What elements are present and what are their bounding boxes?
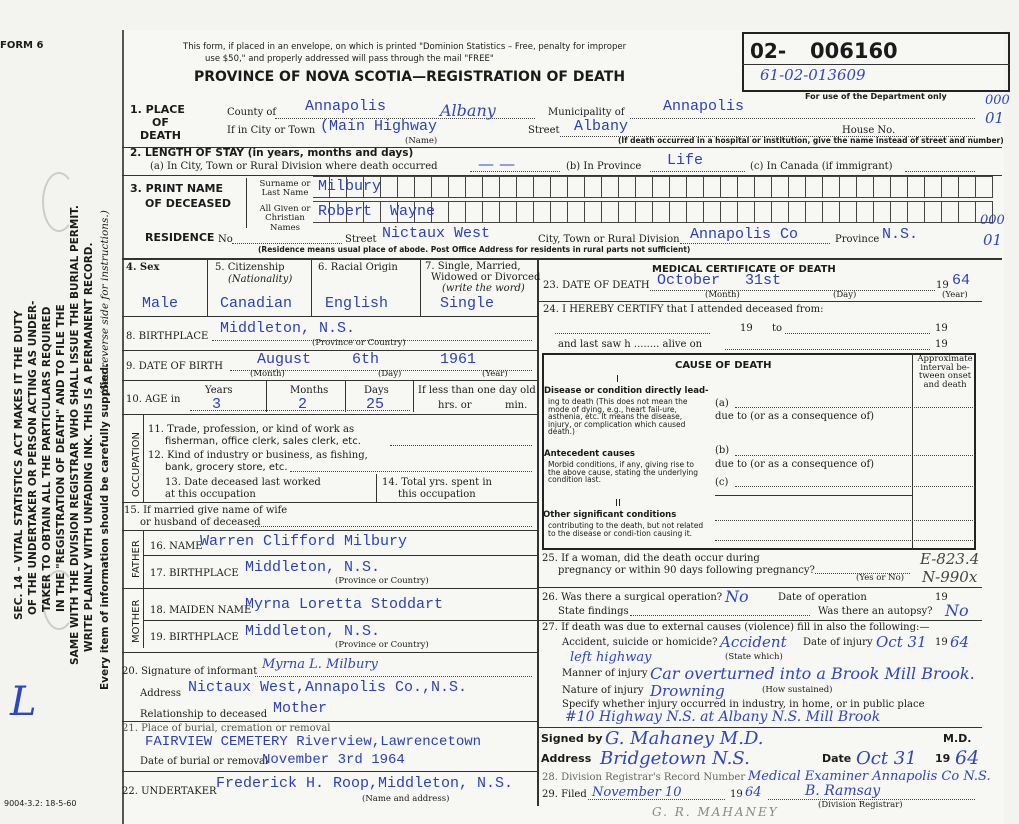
father-name: Warren Clifford Milbury (200, 533, 408, 550)
filed-year: 64 (745, 785, 762, 800)
informant-address: Nictaux West,Annapolis Co.,N.S. (188, 679, 468, 696)
mahaney-stamp: G. R. MAHANEY (652, 805, 779, 819)
nature-value: Drowning (650, 682, 725, 700)
margin-mark: L (10, 679, 37, 725)
certificate-date: Oct 31 (856, 748, 917, 769)
street-value: Albany (574, 118, 629, 135)
age-years: 3 (212, 396, 222, 413)
injury-date: Oct 31 (876, 633, 927, 651)
injury-year: 64 (950, 633, 970, 651)
physician-signature: G. Mahaney M.D. (605, 728, 764, 749)
father-birthplace: Middleton, N.S. (245, 559, 381, 576)
mail-notice: This form, if placed in an envelope, on which is printed "Dominion Statistics – Free, penalty for improper (183, 42, 627, 52)
handwritten-place: Albany (440, 101, 496, 120)
dob-month: August (257, 351, 312, 368)
dept-number: 61-02-013609 (760, 66, 866, 84)
operation-value: No (725, 587, 749, 606)
physician-address: Bridgetown N.S. (600, 748, 750, 769)
form-code: 9004-3.2: 18-5-60 (4, 799, 77, 808)
sex-value: Male (142, 295, 179, 312)
province-stay-value: Life (667, 152, 704, 169)
manner-value: Car overturned into a Brook Mill Brook. (650, 664, 975, 683)
marital-value: Single (440, 295, 495, 312)
relationship-value: Mother (273, 700, 328, 717)
city-value: (Main Highway (320, 118, 438, 135)
filed-date: November 10 (592, 785, 682, 800)
accident-value: Accident (720, 633, 787, 651)
form-title: PROVINCE OF NOVA SCOTIA—REGISTRATION OF DEATH (194, 69, 626, 85)
given-names-value: Robert Wayne (318, 203, 436, 220)
death-month: October (657, 272, 721, 289)
undertaker-value: Frederick H. Roop,Middleton, N.S. (216, 775, 514, 792)
form-label: FORM 6 (0, 40, 44, 51)
dept-note: For use of the Department only (805, 92, 947, 101)
reg-prefix: 02- (750, 39, 787, 63)
mother-birthplace: Middleton, N.S. (245, 623, 381, 640)
dob-year: 1961 (440, 351, 477, 368)
residence-province: N.S. (882, 226, 919, 243)
age-months: 2 (298, 396, 308, 413)
racial-origin-value: English (325, 295, 389, 312)
age-days: 25 (366, 396, 385, 413)
dob-day: 6th (352, 351, 380, 368)
birthplace-value: Middleton, N.S. (220, 320, 356, 337)
registrar-signature: B. Ramsay (805, 783, 881, 799)
surname-grid (313, 176, 993, 198)
medical-title: MEDICAL CERTIFICATE OF DEATH (652, 264, 836, 275)
medical-examiner-note: Medical Examiner Annapolis Co N.S. (748, 769, 991, 784)
autopsy-value: No (945, 601, 969, 620)
certificate-year: 64 (955, 747, 980, 769)
code-n: N-990x (922, 568, 978, 586)
death-day: 31st (745, 272, 782, 289)
code-e: E-823.4 (920, 550, 980, 568)
informant-signature: Myrna L. Milbury (262, 657, 378, 672)
citizenship-value: Canadian (220, 295, 293, 312)
place-of-injury-value: #10 Highway N.S. at Albany N.S. Mill Brook (565, 709, 881, 725)
surname-value: Milbury (318, 178, 382, 195)
burial-place: FAIRVIEW CEMETERY Riverview,Lawrencetown (145, 734, 482, 750)
mother-maiden-name: Myrna Loretta Stoddart (245, 596, 444, 613)
reg-number: 006160 (810, 39, 898, 63)
county-value: Annapolis (305, 98, 387, 115)
burial-date: November 3rd 1964 (262, 752, 405, 768)
death-year: 64 (952, 272, 971, 289)
residence-street: Nictaux West (382, 225, 491, 242)
municipality-value: Annapolis (663, 98, 745, 115)
mail-notice: use $50," and properly addressed will pass through the mail "FREE" (205, 54, 494, 64)
residence-city: Annapolis Co (690, 226, 799, 243)
